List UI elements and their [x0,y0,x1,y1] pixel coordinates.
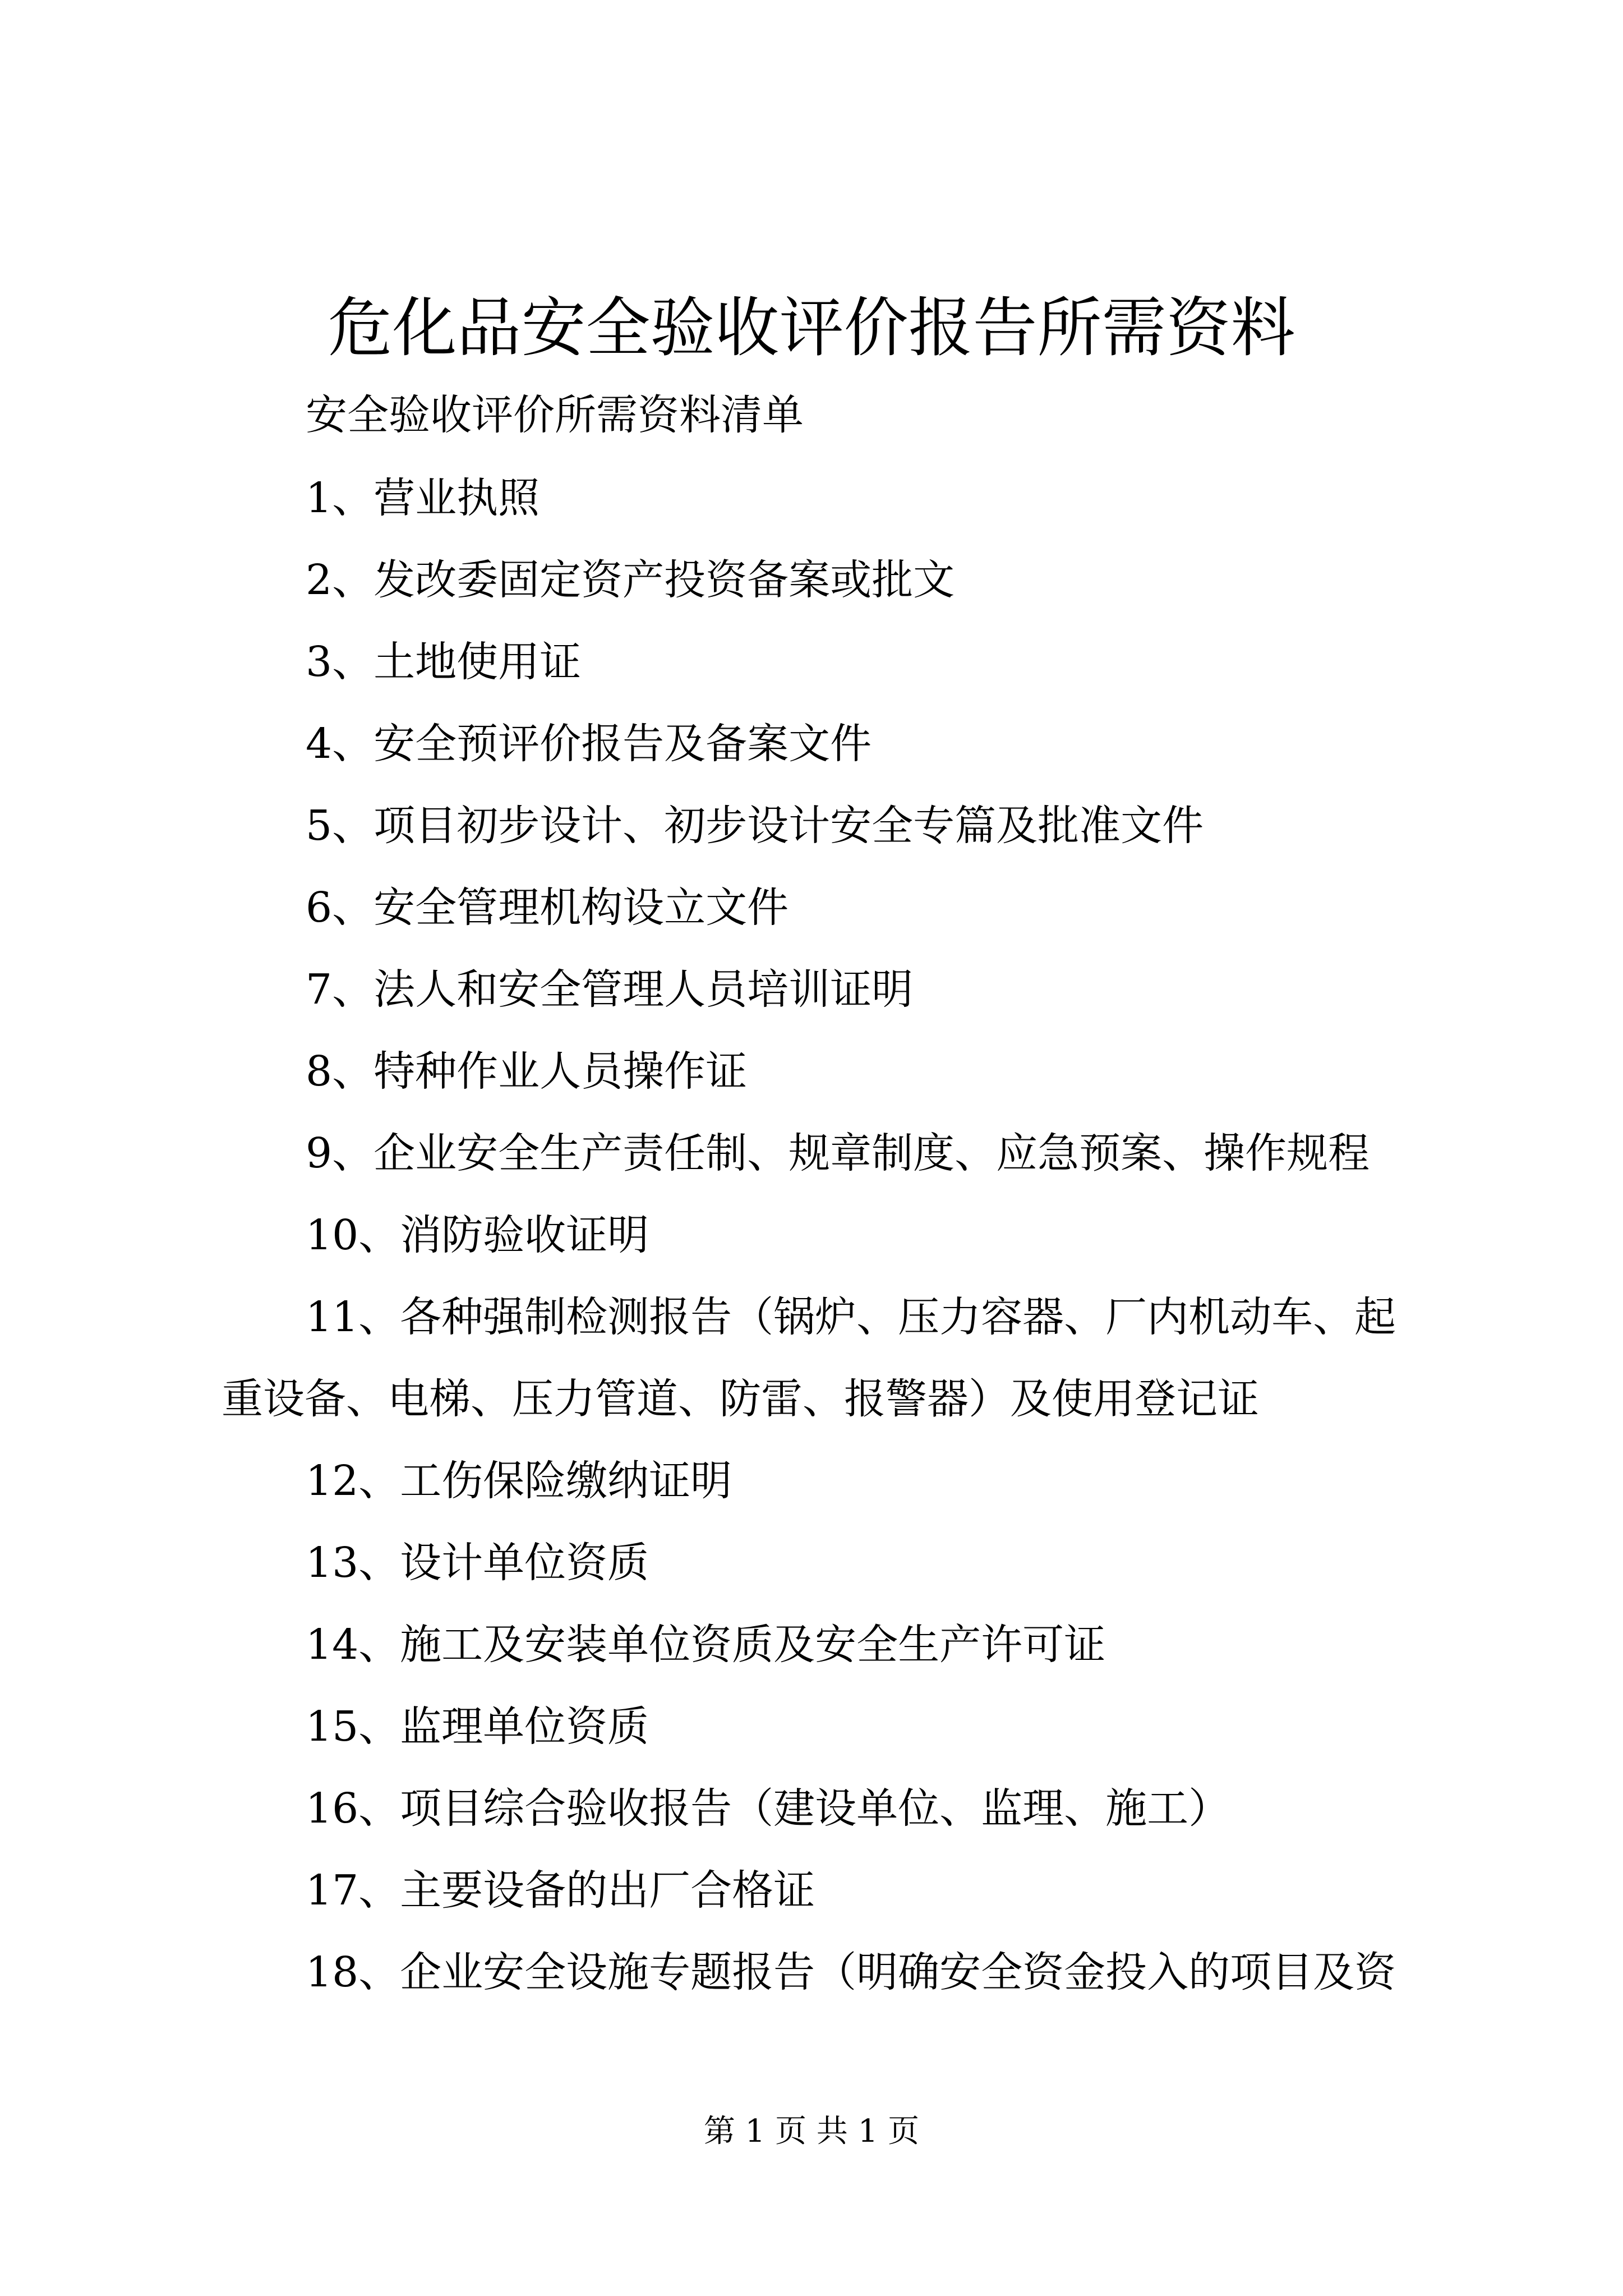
document-title: 危化品安全验收评价报告所需资料 [328,291,1295,366]
list-item-4: 4、安全预评价报告及备案文件 [306,720,872,768]
list-item-18: 18、企业安全设施专题报告（明确安全资金投入的项目及资 [306,1948,1396,1996]
list-item-12: 12、工伤保险缴纳证明 [306,1457,732,1505]
list-item-11: 11、各种强制检测报告（锅炉、压力容器、厂内机动车、起 [306,1293,1396,1341]
list-item-5: 5、项目初步设计、初步设计安全专篇及批准文件 [306,802,1204,850]
list-item-14: 14、施工及安装单位资质及安全生产许可证 [306,1621,1106,1669]
list-item-10: 10、消防验收证明 [306,1211,649,1259]
list-subtitle: 安全验收评价所需资料清单 [306,391,804,439]
list-item-16: 16、项目综合验收报告（建设单位、监理、施工） [306,1784,1230,1833]
list-item-1: 1、营业执照 [306,474,540,522]
list-item-15: 15、监理单位资质 [306,1703,649,1751]
list-item-8: 8、特种作业人员操作证 [306,1047,748,1096]
list-item-13: 13、设计单位资质 [306,1539,649,1587]
list-item-11-continued: 重设备、电梯、压力管道、防雷、报警器）及使用登记证 [222,1375,1259,1423]
list-item-3: 3、土地使用证 [306,638,582,686]
list-item-9: 9、企业安全生产责任制、规章制度、应急预案、操作规程 [306,1129,1370,1177]
list-item-2: 2、发改委固定资产投资备案或批文 [306,556,955,604]
list-item-7: 7、法人和安全管理人员培训证明 [306,965,914,1014]
list-item-6: 6、安全管理机构设立文件 [306,884,789,932]
list-item-17: 17、主要设备的出厂合格证 [306,1866,815,1915]
page-footer: 第 1 页 共 1 页 [703,2113,920,2150]
